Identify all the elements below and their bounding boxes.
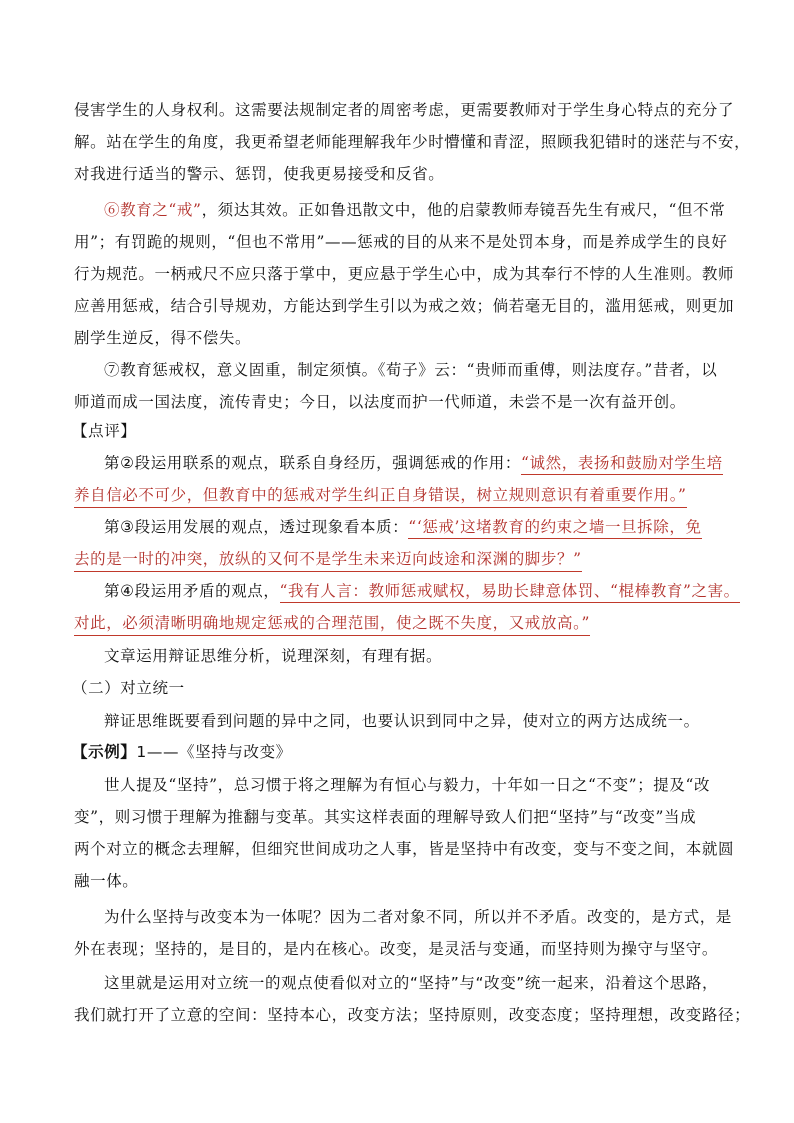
- p6-line-3: 行为规范。一柄戒尺不应只落于掌中，更应悬于学生心中，成为其奉行不悖的人生准则。教师: [74, 265, 735, 283]
- comment-2-prefix: 第②段运用联系的观点，联系自身经历，强调惩戒的作用：: [104, 454, 521, 472]
- comment-4-prefix: 第④段运用矛盾的观点，: [104, 582, 280, 600]
- comment-3-prefix: 第③段运用发展的观点，透过现象看本质：: [104, 518, 409, 536]
- ex-p1-line-3: 两个对立的概念去理解，但细究世间成功之人事，皆是坚持中有改变，变与不变之间，本就圆: [74, 840, 735, 858]
- comment-3-quote-1: “‘惩戒’这堵教育的约束之墙一旦拆除，免: [408, 518, 701, 539]
- comment-heading: 【点评】: [72, 422, 137, 440]
- comment-2-line-1: [104, 453, 734, 473]
- comment-4-line-1: [104, 581, 740, 601]
- ex-p3-line-1: 这里就是运用对立统一的观点使看似对立的“坚持”与“改变”统一起来，沿着这个思路，: [104, 974, 719, 992]
- comment-3-line-1: [104, 517, 734, 537]
- comment-4-quote-1: “我有人言：教师惩戒赋权，易助长肆意体罚、“棍棒教育”之害。: [280, 582, 740, 603]
- ex-p3-line-2: 我们就打开了立意的空间：坚持本心，改变方法；坚持原则，改变态度；坚持理想，改变路径；: [74, 1006, 751, 1024]
- ex-p1-line-2: 变”，则习惯于理解为推翻与变革。其实这样表面的理解导致人们把“坚持”与“改变”当成: [74, 808, 697, 826]
- p1-line-1: 侵害学生的人身权利。这需要法规制定者的周密考虑，更需要教师对于学生身心特点的充分了: [74, 101, 735, 119]
- ex-p1-line-4: 融一体。: [74, 872, 139, 890]
- comment-2-quote-1: “诚然，表扬和鼓励对学生培: [521, 454, 723, 475]
- ex-p1-line-1: 世人提及“坚持”，总习惯于将之理解为有恒心与毅力，十年如一日之“不变”；提及“改: [104, 776, 711, 794]
- p7-line-2: 师道而成一国法度，流传青史；今日，以法度而护一代师道，未尝不是一次有益开创。: [74, 393, 686, 411]
- p6-line-1: [104, 200, 734, 220]
- section-2-intro: 辩证思维既要看到问题的异中之同，也要认识到同中之异，使对立的两方达成统一。: [104, 712, 700, 730]
- p6-line-5: 剧学生逆反，得不偿失。: [74, 329, 252, 347]
- example-heading: [72, 742, 732, 762]
- comment-4-quote-2: 对此，必须清晰明确地规定惩戒的合理范围，使之既不失度，又戒放高。”: [74, 613, 590, 636]
- p6-line-2: 用”；有罚跪的规则，“但也不常用”——惩戒的目的从来不是处罚本身，而是养成学生的良好: [74, 233, 728, 251]
- p6-line1-rest: ，须达其效。正如鲁迅散文中，他的启蒙教师寿镜吾先生有戒尺，“但不常: [201, 201, 726, 219]
- ex-p2-line-2: 外在表现；坚持的，是目的，是内在核心。改变，是灵活与变通，而坚持则为操守与坚守。: [74, 940, 719, 958]
- comment-3-quote-2: 去的是一时的冲突，放纵的又何不是学生未来迈向歧途和深渊的脚步？”: [74, 549, 582, 572]
- ex-p2-line-1: 为什么坚持与改变本为一体呢？因为二者对象不同，所以并不矛盾。改变的，是方式，是: [104, 908, 732, 926]
- section-2-heading: （二）对立统一: [72, 679, 185, 697]
- p6-lead: ⑥教育之“戒”: [104, 201, 202, 219]
- example-title: 1——《坚持与改变》: [136, 743, 292, 761]
- summary: 文章运用辩证思维分析，说理深刻，有理有据。: [104, 647, 443, 665]
- comment-2-quote-2: 养自信必不可少，但教育中的惩戒对学生纠正自身错误，树立规则意识有着重要作用。”: [74, 485, 687, 508]
- p1-line-3: 对我进行适当的警示、惩罚，使我更易接受和反省。: [74, 165, 445, 183]
- p7-line-1: ⑦教育惩戒权，意义固重，制定须慎。《荀子》云：“贵师而重傅，则法度存。”昔者，以: [104, 361, 718, 379]
- p6-line-4: 应善用惩戒，结合引导规劝，方能达到学生引以为戒之效；倘若毫无目的，滥用惩戒，则更加: [74, 297, 735, 315]
- example-label: 【示例】: [72, 743, 137, 761]
- p1-line-2: 解。站在学生的角度，我更希望老师能理解我年少时懵懂和青涩，照顾我犯错时的迷茫与不安，: [74, 133, 751, 151]
